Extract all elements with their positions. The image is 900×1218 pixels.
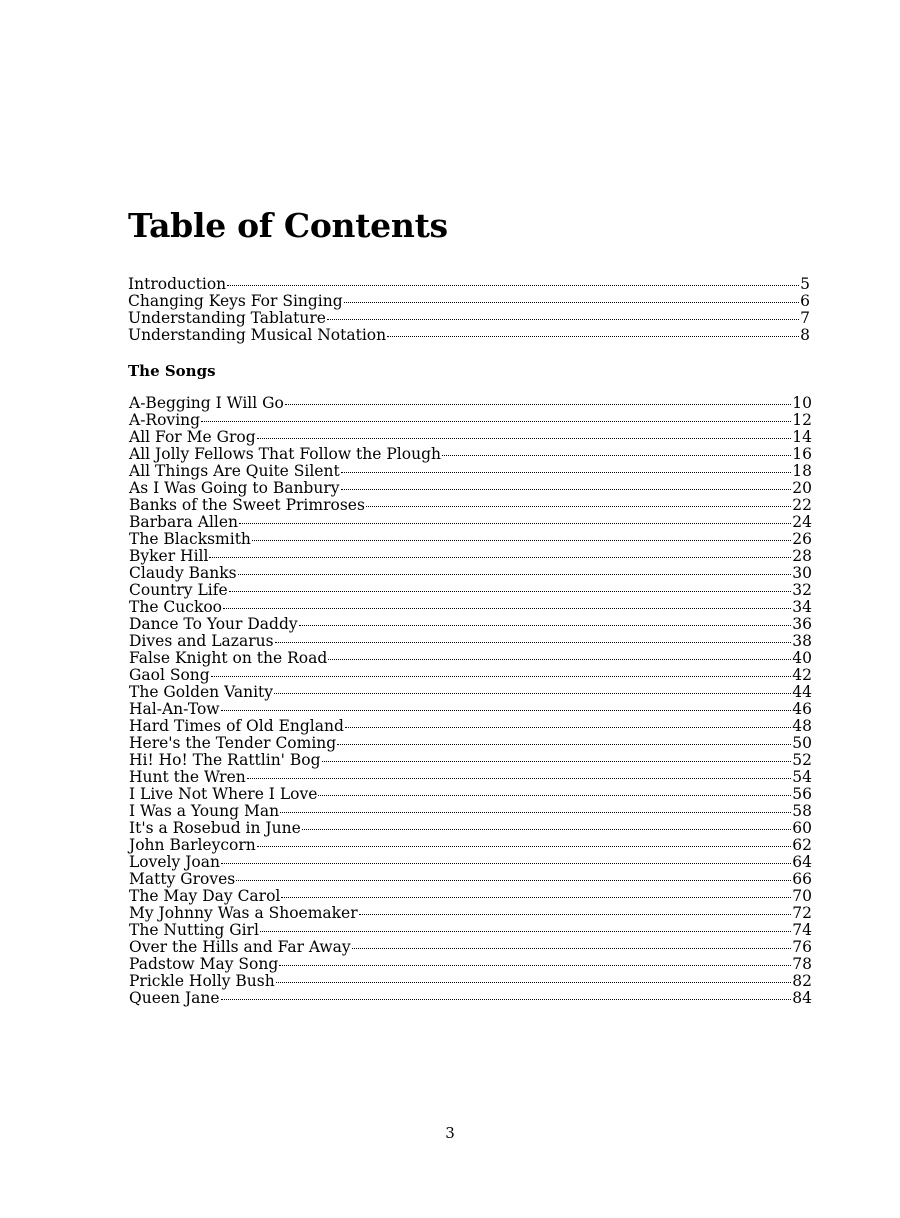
toc-entry[interactable]	[129, 650, 812, 667]
dot-leader	[327, 319, 799, 320]
toc-entry-title: It's a Rosebud in June	[129, 819, 301, 837]
toc-entry-page: 5	[800, 275, 810, 293]
toc-entry-title: All Jolly Fellows That Follow the Plough	[129, 445, 441, 463]
dot-leader	[341, 472, 792, 473]
toc-entry-title: A-Begging I Will Go	[129, 394, 284, 412]
dot-leader	[281, 897, 791, 898]
toc-entry-page: 36	[792, 615, 812, 633]
toc-entry[interactable]	[129, 701, 812, 718]
toc-entry[interactable]	[129, 922, 812, 939]
toc-entry-page: 66	[792, 870, 812, 888]
toc-entry-page: 74	[792, 921, 812, 939]
toc-entry-page: 58	[792, 802, 812, 820]
toc-entry[interactable]	[129, 718, 812, 735]
toc-entry-page: 28	[792, 547, 812, 565]
toc-entry-page: 40	[792, 649, 812, 667]
toc-entry-page: 42	[792, 666, 812, 684]
toc-entry[interactable]	[129, 497, 812, 514]
dot-leader	[221, 863, 791, 864]
toc-entry[interactable]	[129, 446, 812, 463]
dot-leader	[275, 642, 792, 643]
page-title: Table of Contents	[128, 206, 448, 245]
toc-entry-title: The Blacksmith	[129, 530, 251, 548]
toc-entry-page: 44	[792, 683, 812, 701]
toc-entry-title: Padstow May Song	[129, 955, 279, 973]
toc-entry[interactable]	[129, 769, 812, 786]
toc-entry-title: I Was a Young Man	[129, 802, 280, 820]
dot-leader	[223, 608, 791, 609]
dot-leader	[227, 285, 799, 286]
toc-entry[interactable]	[129, 548, 812, 565]
toc-entry[interactable]	[129, 752, 812, 769]
toc-entry-title: I Live Not Where I Love	[129, 785, 318, 803]
toc-entry-page: 84	[792, 989, 812, 1007]
toc-entry[interactable]	[129, 599, 812, 616]
dot-leader	[322, 761, 792, 762]
toc-entry-title: Queen Jane	[129, 989, 220, 1007]
toc-entry-page: 62	[792, 836, 812, 854]
dot-leader	[366, 506, 791, 507]
toc-entry-title: Changing Keys For Singing	[128, 292, 343, 310]
dot-leader	[345, 727, 791, 728]
toc-entry-title: The Golden Vanity	[129, 683, 274, 701]
toc-entry-title: Banks of the Sweet Primroses	[129, 496, 365, 514]
toc-entry[interactable]	[129, 905, 812, 922]
toc-entry-title: Lovely Joan	[129, 853, 220, 871]
toc-entry-title: Dance To Your Daddy	[129, 615, 298, 633]
dot-leader	[302, 829, 792, 830]
dot-leader	[328, 659, 791, 660]
dot-leader	[257, 846, 791, 847]
toc-entry-page: 14	[792, 428, 812, 446]
toc-entry[interactable]	[128, 293, 810, 310]
songs-toc-list	[129, 395, 812, 1007]
toc-entry-page: 34	[792, 598, 812, 616]
toc-entry[interactable]	[129, 565, 812, 582]
toc-entry-title: The Nutting Girl	[129, 921, 259, 939]
toc-entry-page: 64	[792, 853, 812, 871]
toc-entry[interactable]	[129, 395, 812, 412]
dot-leader	[257, 438, 792, 439]
toc-entry[interactable]	[129, 973, 812, 990]
page-number: 3	[445, 1124, 455, 1142]
toc-entry-title: All Things Are Quite Silent	[129, 462, 340, 480]
dot-leader	[274, 693, 791, 694]
toc-entry[interactable]	[128, 310, 810, 327]
toc-entry-title: The Cuckoo	[129, 598, 222, 616]
toc-entry-page: 24	[792, 513, 812, 531]
toc-entry-title: Matty Groves	[129, 870, 236, 888]
toc-entry-page: 78	[792, 955, 812, 973]
toc-entry-page: 38	[792, 632, 812, 650]
dot-leader	[247, 778, 792, 779]
toc-entry[interactable]	[129, 735, 812, 752]
toc-entry-page: 46	[792, 700, 812, 718]
toc-entry-title: Understanding Musical Notation	[128, 326, 387, 344]
toc-entry-page: 70	[792, 887, 812, 905]
toc-entry-page: 56	[792, 785, 812, 803]
toc-entry[interactable]	[129, 939, 812, 956]
toc-entry[interactable]	[129, 786, 812, 803]
dot-leader	[276, 982, 792, 983]
dot-leader	[285, 404, 791, 405]
toc-entry-page: 76	[792, 938, 812, 956]
dot-leader	[359, 914, 792, 915]
toc-entry-title: As I Was Going to Banbury	[129, 479, 340, 497]
toc-entry-title: Over the Hills and Far Away	[129, 938, 351, 956]
toc-entry[interactable]	[128, 327, 810, 344]
toc-entry-title: Byker Hill	[129, 547, 209, 565]
toc-entry[interactable]	[129, 803, 812, 820]
songs-section-heading: The Songs	[128, 362, 216, 380]
toc-entry-page: 16	[792, 445, 812, 463]
toc-entry-title: Hal-An-Tow	[129, 700, 220, 718]
dot-leader	[387, 336, 799, 337]
dot-leader	[236, 880, 791, 881]
dot-leader	[209, 557, 791, 558]
toc-entry[interactable]	[129, 531, 812, 548]
toc-entry-page: 32	[792, 581, 812, 599]
toc-entry-page: 72	[792, 904, 812, 922]
toc-entry[interactable]	[129, 837, 812, 854]
toc-entry[interactable]	[129, 463, 812, 480]
toc-entry[interactable]	[129, 633, 812, 650]
toc-entry[interactable]	[129, 616, 812, 633]
toc-entry-title: All For Me Grog	[129, 428, 256, 446]
toc-entry[interactable]	[129, 956, 812, 973]
toc-entry[interactable]	[129, 429, 812, 446]
toc-entry[interactable]	[129, 480, 812, 497]
dot-leader	[280, 812, 791, 813]
toc-entry-title: A-Roving	[129, 411, 201, 429]
dot-leader	[442, 455, 791, 456]
toc-entry[interactable]	[129, 871, 812, 888]
toc-entry[interactable]	[129, 820, 812, 837]
toc-entry-page: 22	[792, 496, 812, 514]
toc-entry-title: Dives and Lazarus	[129, 632, 274, 650]
toc-entry-title: Gaol Song	[129, 666, 210, 684]
toc-entry-title: Understanding Tablature	[128, 309, 326, 327]
toc-entry-page: 50	[792, 734, 812, 752]
toc-entry-page: 26	[792, 530, 812, 548]
dot-leader	[341, 489, 792, 490]
dot-leader	[229, 591, 792, 592]
dot-leader	[299, 625, 792, 626]
toc-entry[interactable]	[129, 684, 812, 701]
toc-entry-page: 30	[792, 564, 812, 582]
dot-leader	[252, 540, 791, 541]
toc-entry[interactable]	[129, 667, 812, 684]
dot-leader	[344, 302, 799, 303]
dot-leader	[279, 965, 791, 966]
toc-entry-page: 12	[792, 411, 812, 429]
toc-entry-page: 82	[792, 972, 812, 990]
dot-leader	[221, 710, 792, 711]
dot-leader	[318, 795, 791, 796]
toc-entry[interactable]	[129, 582, 812, 599]
toc-entry-title: Prickle Holly Bush	[129, 972, 275, 990]
toc-entry-title: Hi! Ho! The Rattlin' Bog	[129, 751, 321, 769]
toc-entry[interactable]	[129, 888, 812, 905]
toc-entry-page: 52	[792, 751, 812, 769]
toc-entry[interactable]	[129, 412, 812, 429]
toc-entry-page: 60	[792, 819, 812, 837]
toc-entry-title: Hard Times of Old England	[129, 717, 344, 735]
dot-leader	[221, 999, 792, 1000]
toc-entry-title: John Barleycorn	[129, 836, 256, 854]
toc-entry-page: 8	[800, 326, 810, 344]
toc-entry-page: 54	[792, 768, 812, 786]
toc-entry-page: 7	[800, 309, 810, 327]
dot-leader	[211, 676, 792, 677]
dot-leader	[239, 523, 791, 524]
toc-entry[interactable]	[129, 854, 812, 871]
toc-entry-page: 10	[792, 394, 812, 412]
toc-entry-title: The May Day Carol	[129, 887, 281, 905]
toc-entry-page: 6	[800, 292, 810, 310]
toc-entry[interactable]	[129, 514, 812, 531]
dot-leader	[352, 948, 792, 949]
toc-entry[interactable]	[129, 990, 812, 1007]
toc-entry-page: 48	[792, 717, 812, 735]
toc-entry-title: False Knight on the Road	[129, 649, 328, 667]
toc-entry[interactable]	[128, 276, 810, 293]
dot-leader	[238, 574, 792, 575]
dot-leader	[337, 744, 791, 745]
dot-leader	[201, 421, 791, 422]
toc-entry-page: 18	[792, 462, 812, 480]
toc-entry-title: Hunt the Wren	[129, 768, 246, 786]
dot-leader	[260, 931, 791, 932]
toc-entry-title: Introduction	[128, 275, 227, 293]
toc-entry-title: Here's the Tender Coming	[129, 734, 337, 752]
toc-entry-title: My Johnny Was a Shoemaker	[129, 904, 358, 922]
intro-toc-list	[128, 276, 810, 344]
toc-entry-title: Claudy Banks	[129, 564, 237, 582]
toc-entry-title: Barbara Allen	[129, 513, 239, 531]
toc-entry-page: 20	[792, 479, 812, 497]
toc-entry-title: Country Life	[129, 581, 228, 599]
